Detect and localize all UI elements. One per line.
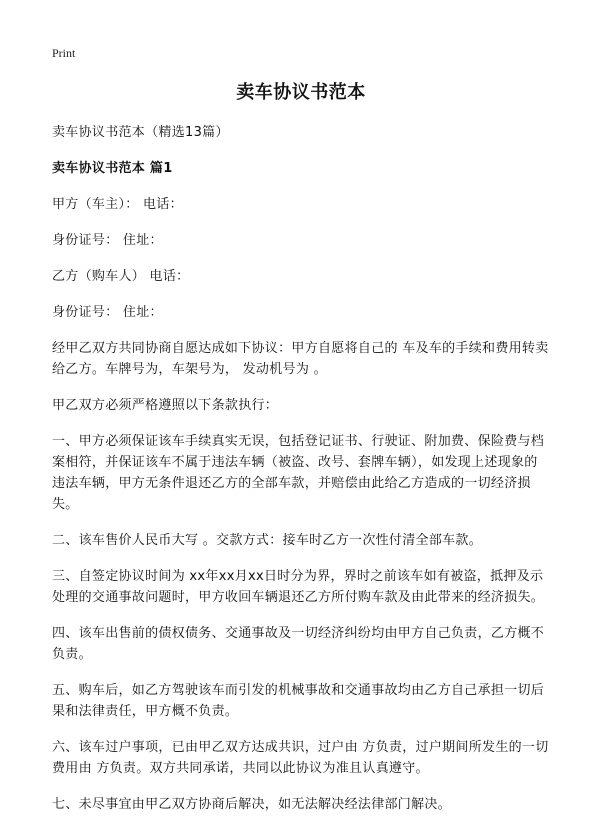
clause-2: 二、该车售价人民币大写 。交款方式：接车时乙方一次性付清全部车款。 — [52, 533, 483, 548]
agreement-intro-paragraph: 经甲乙双方共同协商自愿达成如下协议：甲方自愿将自己的 车及车的手续和费用转卖给乙方。车牌号为，车架号为， 发动机号为 。 — [52, 341, 549, 377]
terms-intro-paragraph: 甲乙双方必须严格遵照以下条款执行： — [52, 398, 279, 413]
document-title: 卖车协议书范本 — [236, 82, 366, 103]
clause-4: 四、该车出售前的债权债务、交通事故及一切经济纠纷均由甲方自己负责，乙方概不负责。 — [52, 626, 545, 662]
party-b-contact: 乙方（购车人） 电话： — [52, 269, 190, 284]
clause-1: 一、甲方必须保证该车手续真实无误，包括登记证书、行驶证、附加费、保险费与档案相符，并保证该车不属于违法车辆（被盗、改号、套牌车辆），如发现上述现象的违法车辆，甲方无条件退还乙方的全部车款，并赔偿由此给乙方造成的一切经济损失。 — [52, 434, 545, 512]
party-a-id: 身份证号： 住址： — [52, 233, 163, 248]
clause-7: 七、未尽事宜由甲乙双方协商后解决，如无法解决经法律部门解决。 — [52, 797, 452, 812]
clause-6: 六、该车过户事项，已由甲乙双方达成共识，过户由 方负责，过户期间所发生的一切费用由 方负责。双方共同承诺，共同以此协议为准且认真遵守。 — [52, 740, 549, 776]
document-subtitle: 卖车协议书范本（精选13篇） — [52, 125, 229, 140]
clause-5: 五、购车后，如乙方驾驶该车而引发的机械事故和交通事故均由乙方自己承担一切后果和法律责任，甲方概不负责。 — [52, 683, 545, 719]
party-b-id: 身份证号： 住址： — [52, 305, 163, 320]
print-label: Print — [52, 46, 76, 60]
party-a-contact: 甲方（车主）： 电话： — [52, 197, 183, 212]
clause-3: 三、自签定协议时间为 xx年xx月xx日时分为界，界时之前该车如有被盗，抵押及示处理的交通事故问题时，甲方收回车辆退还乙方所付购车款及由此带来的经济损失。 — [52, 569, 545, 605]
section-heading: 卖车协议书范本 篇1 — [52, 161, 173, 176]
